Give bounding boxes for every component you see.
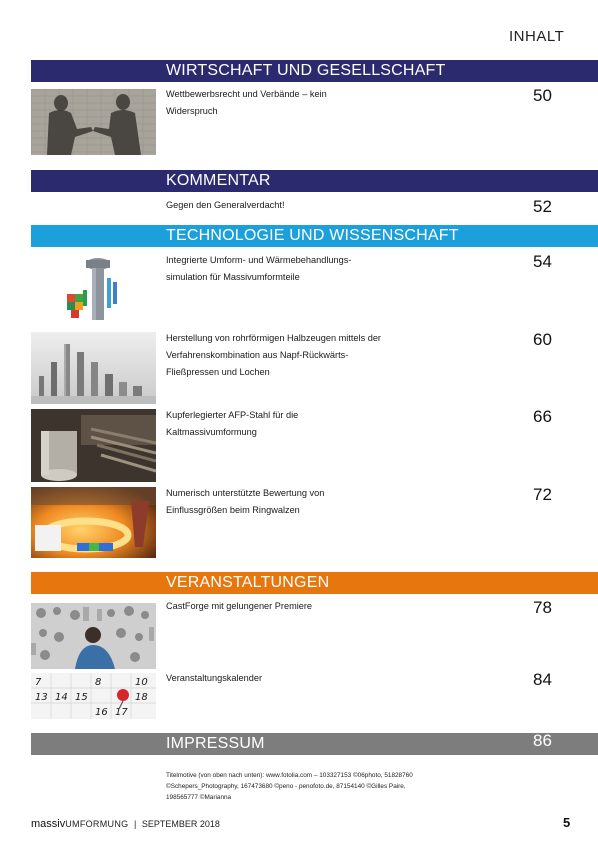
section-title: TECHNOLOGIE UND WISSENSCHAFT [166,227,459,244]
brand-name-light: UMFORMUNG [65,819,129,829]
section-bar-veranstaltungen [31,572,598,594]
section-title: KOMMENTAR [166,172,271,189]
thumbnail-steel-bars [31,409,156,482]
toc-entry-text: Gegen den Generalverdacht! [166,200,285,210]
section-bar-technologie [31,225,598,247]
toc-page-number: 66 [533,407,552,426]
toc-page-number: 54 [533,252,552,271]
issue-date: SEPTEMBER 2018 [141,819,220,829]
svg-text:14: 14 [55,692,68,703]
section-bar-impressum [31,733,598,755]
svg-text:15: 15 [75,692,88,703]
svg-text:16: 16 [95,707,108,718]
toc-page-number: 78 [533,598,552,617]
section-bar-kommentar [31,170,598,192]
toc-entry-text: CastForge mit gelungener Premiere [166,601,313,611]
toc-entry-text: Wettbewerbsrecht und Verbände – kein Widerspruch [166,89,327,116]
toc-page-number: 84 [533,670,552,689]
page-title: INHALT [509,28,565,45]
thumbnail-ring-rolling [31,487,156,558]
svg-text:7: 7 [35,677,42,688]
image-credits: Titelmotive (von oben nach unten): www.fotolia.com – 103327153 ©06photo, 51828760 ©Schepers_Photography, 167473680 ©peno - penofoto.de, 87154140 ©Gilles Paire, 198565777 ©Marianna [166,772,413,801]
toc-entry-text: Kupferlegierter AFP-Stahl für die Kaltmassivumformung [166,410,299,437]
section-bar-wirtschaft [31,60,598,82]
toc-page-number: 50 [533,86,552,105]
thumbnail-calendar [31,673,156,719]
toc-entry-text: Veranstaltungskalender [166,673,263,683]
svg-text:10: 10 [135,677,148,688]
page-number: 5 [563,815,571,830]
svg-text:13: 13 [35,692,48,703]
toc-entry-text: Integrierte Umform- und Wärmebehandlungs- simulation für Massivumformteile [166,255,352,282]
svg-text:18: 18 [135,692,148,703]
footer [31,818,220,830]
section-title: IMPRESSUM [166,735,265,752]
toc-entry-text: Herstellung von rohrförmigen Halbzeugen mittels der Verfahrenskombination aus Napf-Rückwärts-Fließpressen und Lochen [166,333,381,377]
toc-page-number: 86 [533,731,552,750]
footer-separator: | [133,819,137,829]
thumbnail-tubular-parts [31,332,156,404]
section-title: WIRTSCHAFT UND GESELLSCHAFT [166,62,446,79]
thumbnail-trade-fair [31,603,156,669]
thumbnail-handshake [31,89,156,155]
svg-text:8: 8 [95,677,102,688]
thumbnail-forged-bolt [31,252,156,326]
toc-entry-text: Numerisch unterstützte Bewertung von Einflussgrößen beim Ringwalzen [166,488,325,515]
toc-page-number: 72 [533,485,552,504]
brand-name-bold: massiv [31,818,66,830]
toc-page-number: 52 [533,197,552,216]
section-title: VERANSTALTUNGEN [166,574,330,591]
svg-text:17: 17 [115,707,128,718]
toc-page-number: 60 [533,330,552,349]
